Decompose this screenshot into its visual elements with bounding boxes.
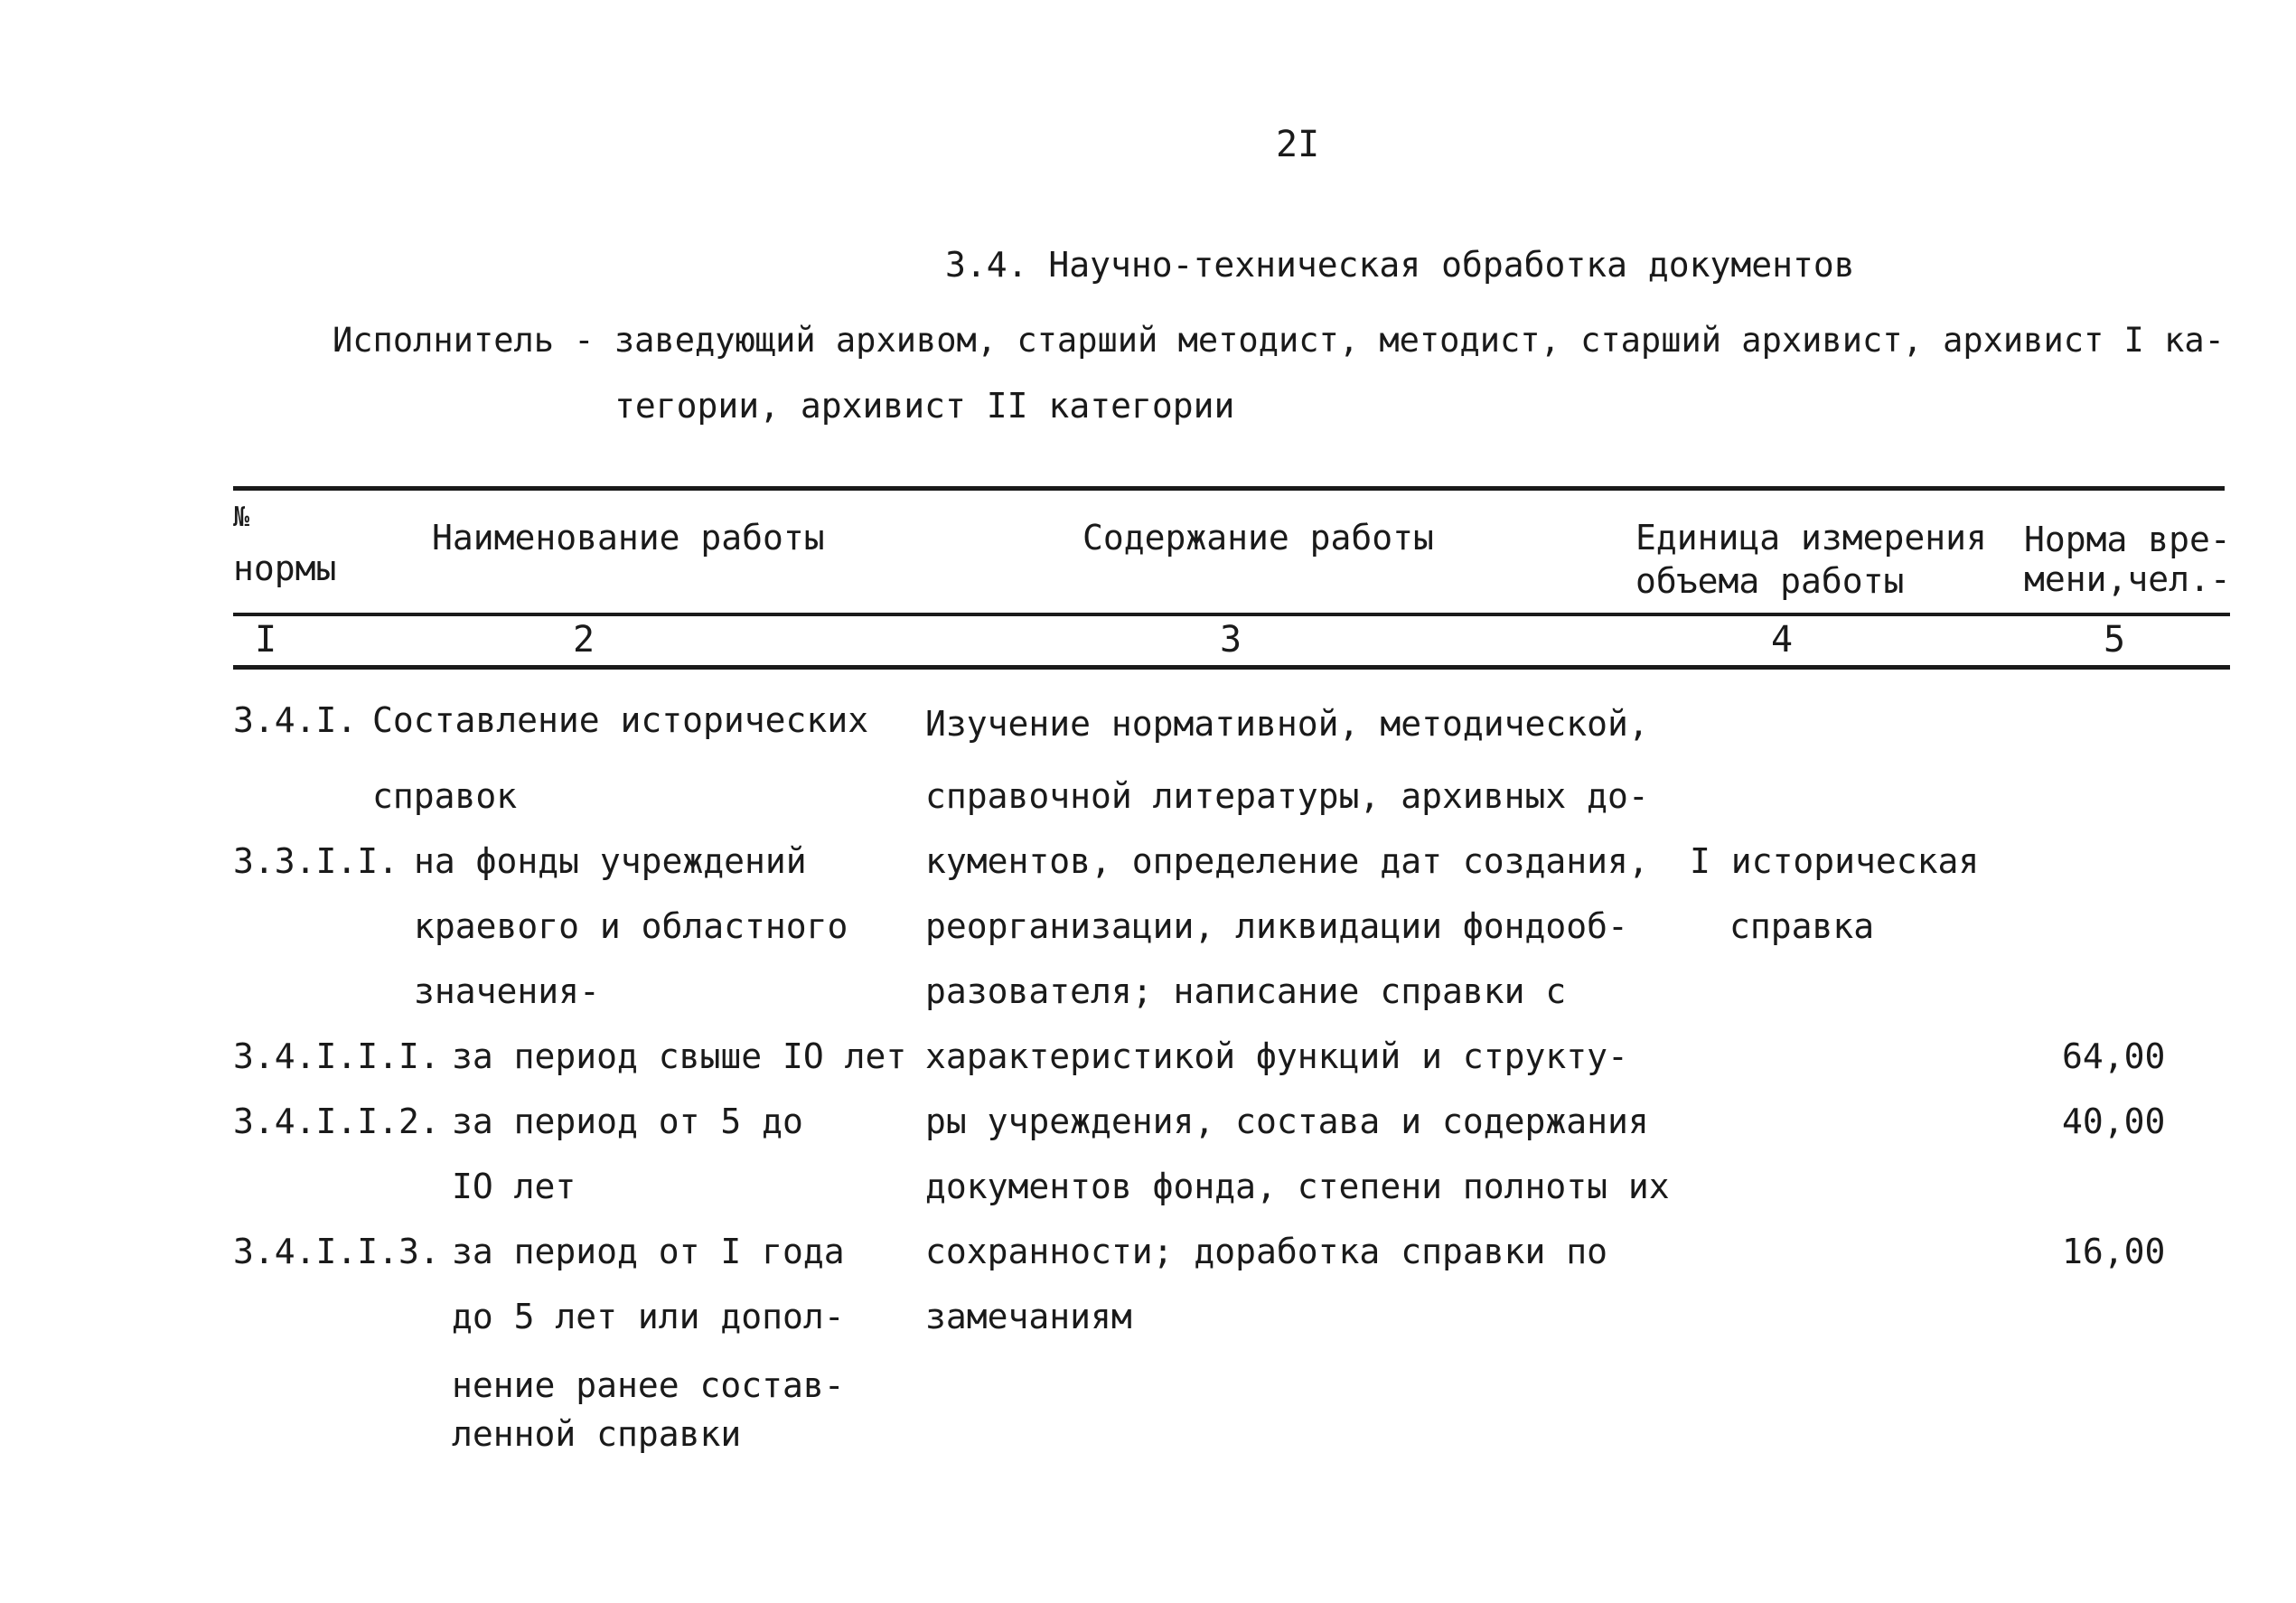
unit-line: справка bbox=[1729, 906, 1875, 946]
work-name-line: значения- bbox=[414, 971, 600, 1011]
content-line: разователя; написание справки с bbox=[925, 971, 1567, 1011]
column-numbers-bottom-rule bbox=[233, 665, 2230, 670]
column-number-5: 5 bbox=[2104, 619, 2126, 661]
table-top-rule bbox=[233, 486, 2225, 491]
header-col4-line1: Единица измерения bbox=[1635, 518, 1987, 558]
executors-line-2: тегории, архивист II категории bbox=[614, 386, 1235, 426]
work-name-line: на фонды учреждений bbox=[414, 841, 807, 881]
column-number-4: 4 bbox=[1771, 619, 1794, 661]
content-line: справочной литературы, архивных до- bbox=[925, 776, 1649, 816]
header-col5-line1: Норма вре- bbox=[2024, 520, 2231, 559]
column-number-2: 2 bbox=[573, 619, 595, 661]
work-name-line: ленной справки bbox=[452, 1414, 742, 1454]
section-title: 3.4. Научно-техническая обработка документов bbox=[945, 245, 1855, 285]
page-number: 2I bbox=[1276, 124, 1320, 165]
work-name-line: краевого и областного bbox=[414, 906, 848, 946]
header-col5-line2: мени,чел.- bbox=[2024, 559, 2231, 599]
work-name-line: нение ранее состав- bbox=[452, 1365, 845, 1405]
row-number: 3.4.I.I.3. bbox=[233, 1232, 440, 1271]
content-line: реорганизации, ликвидации фондооб- bbox=[925, 906, 1628, 946]
content-line: кументов, определение дат создания, bbox=[925, 841, 1649, 881]
work-name-line: IO лет bbox=[452, 1167, 576, 1206]
content-line: Изучение нормативной, методической, bbox=[925, 704, 1649, 744]
header-col4-line2: объема работы bbox=[1635, 561, 1905, 601]
column-number-1: I bbox=[255, 619, 277, 661]
content-line: характеристикой функций и структу- bbox=[925, 1036, 1628, 1076]
time-norm-value: 40,00 bbox=[2062, 1101, 2166, 1141]
header-col1-label: нормы bbox=[233, 548, 337, 588]
row-number: 3.4.I. bbox=[233, 700, 358, 740]
unit-line: I историческая bbox=[1690, 841, 1980, 881]
work-name-line: за период от I года bbox=[452, 1232, 845, 1271]
row-number: 3.4.I.I.I. bbox=[233, 1036, 440, 1076]
content-line: документов фонда, степени полноты их bbox=[925, 1167, 1670, 1206]
content-line: ры учреждения, состава и содержания bbox=[925, 1101, 1649, 1141]
row-number: 3.3.I.I. bbox=[233, 841, 399, 881]
work-name-line: справок bbox=[372, 776, 518, 816]
work-name-line: Составление исторических bbox=[372, 700, 869, 740]
content-line: замечаниям bbox=[925, 1297, 1132, 1336]
header-bottom-rule bbox=[233, 613, 2230, 616]
time-norm-value: 16,00 bbox=[2062, 1232, 2166, 1271]
row-number: 3.4.I.I.2. bbox=[233, 1101, 440, 1141]
work-name-line: до 5 лет или допол- bbox=[452, 1297, 845, 1336]
header-col2: Наименование работы bbox=[432, 518, 825, 558]
work-name-line: за период свыше IO лет bbox=[452, 1036, 907, 1076]
time-norm-value: 64,00 bbox=[2062, 1036, 2166, 1076]
executors-line-1: Исполнитель - заведующий архивом, старший методист, методист, старший архивист, архивист I ка- bbox=[333, 321, 2225, 360]
column-number-3: 3 bbox=[1220, 619, 1242, 661]
work-name-line: за период от 5 до bbox=[452, 1101, 803, 1141]
header-col3: Содержание работы bbox=[1082, 518, 1434, 558]
content-line: сохранности; доработка справки по bbox=[925, 1232, 1607, 1271]
header-col1-symbol: № bbox=[233, 502, 250, 533]
